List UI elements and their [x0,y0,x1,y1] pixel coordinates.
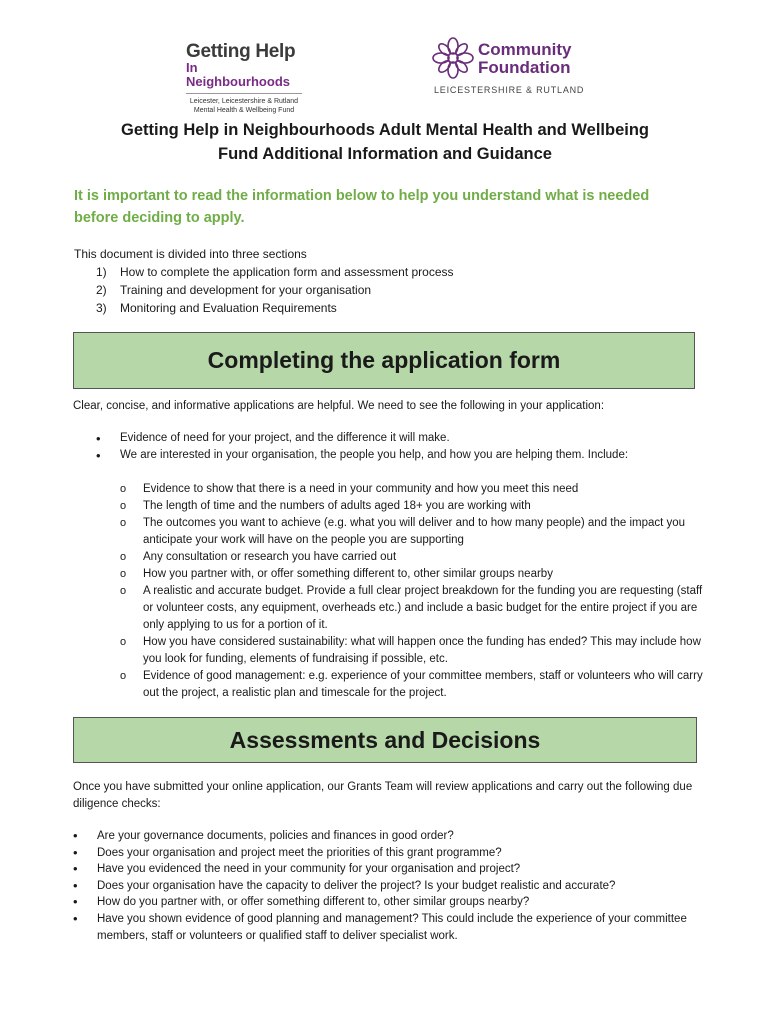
due-diligence-list [73,828,703,944]
getting-help-logo-subtitle: In Neighbourhoods [186,60,290,89]
list-number: 2) [96,283,107,297]
section-heading-application-form: Completing the application form [73,332,695,389]
sub-list-item: o The length of time and the numbers of adults aged 18+ you are working with [96,498,706,515]
list-item: • Are your governance documents, policies and finances in good order? [73,828,703,845]
list-text: Evidence of need for your project, and the difference it will make. [120,432,450,444]
document-title [60,118,710,166]
application-include-sublist [96,481,706,702]
sub-list-item: o Evidence of good management: e.g. experience of your committee members, staff or volunteers who will carry out the project, a realistic plan and timescale for the project. [96,668,706,702]
list-item: • Have you evidenced the need in your community for your organisation and project? [73,861,703,878]
list-item [96,430,706,447]
document-title-line1: Getting Help in Neighbourhoods Adult Mental Health and Wellbeing [121,121,649,139]
sub-list-item: o The outcomes you want to achieve (e.g. what you will deliver and to how many people) and the impact you anticipate your work will have on the people you are supporting [96,515,706,549]
community-foundation-logo-region: LEICESTERSHIRE & RUTLAND [434,85,585,95]
section1-intro: Clear, concise, and informative applications are helpful. We need to see the following in your application: [73,400,605,412]
list-number: 1) [96,265,107,279]
sub-list-item: o Evidence to show that there is a need in your community and how you meet this need [96,481,706,498]
sub-list-item: o Any consultation or research you have carried out [96,549,706,566]
list-item: • Does your organisation have the capacity to deliver the project? Is your budget realistic and accurate? [73,878,703,895]
list-text: Monitoring and Evaluation Requirements [120,301,337,315]
list-item: • How do you partner with, or offer something different to, other similar groups nearby? [73,894,703,911]
important-notice: It is important to read the information below to help you understand what is needed before deciding to apply. [74,188,650,226]
section-heading-assessments: Assessments and Decisions [73,717,697,763]
list-text: We are interested in your organisation, the people you help, and how you are helping them. Include: [120,449,629,461]
list-number: 3) [96,301,107,315]
sub-list-item: o How you partner with, or offer something different to, other similar groups nearby [96,566,706,583]
intro-text: This document is divided into three sections [74,247,307,261]
community-foundation-logo-line1: Community [478,40,572,59]
getting-help-logo-title: Getting Help [186,41,296,62]
logo-divider [186,93,302,94]
list-item: • Have you shown evidence of good planning and management? This could include the experience of your committee members, staff or volunteers or qualified staff to deliver specialist work. [73,911,703,944]
getting-help-logo [186,42,304,115]
list-item [96,299,454,317]
sub-list-item: o How you have considered sustainability: what will happen once the funding has ended? This may include how you look for funding, elements of fundraising if possible, etc. [96,634,706,668]
list-item [96,281,454,299]
list-item: • Does your organisation and project meet the priorities of this grant programme? [73,845,703,862]
list-text: How to complete the application form and assessment process [120,265,454,279]
document-title-line2: Fund Additional Information and Guidance [218,145,552,163]
flower-icon [432,37,474,79]
getting-help-logo-region: Leicester, Leicestershire & Rutland [189,98,299,105]
list-text: Training and development for your organisation [120,283,372,297]
community-foundation-logo-line2: Foundation [478,58,571,77]
list-item [96,263,454,281]
list-item [96,447,706,464]
getting-help-logo-fund: Mental Health & Wellbeing Fund [193,107,295,114]
sub-list-item: o A realistic and accurate budget. Provide a full clear project breakdown for the funding you are requesting (staff or volunteer costs, any equipment, overheads etc.) and include a basic budget for the entire project if you are only applying to us for a portion of it. [96,583,706,634]
community-foundation-logo [432,37,592,97]
sections-list [96,263,454,317]
section2-intro: Once you have submitted your online application, our Grants Team will review applications and carry out the following due diligence checks: [73,781,693,810]
application-requirements-list [96,430,706,464]
